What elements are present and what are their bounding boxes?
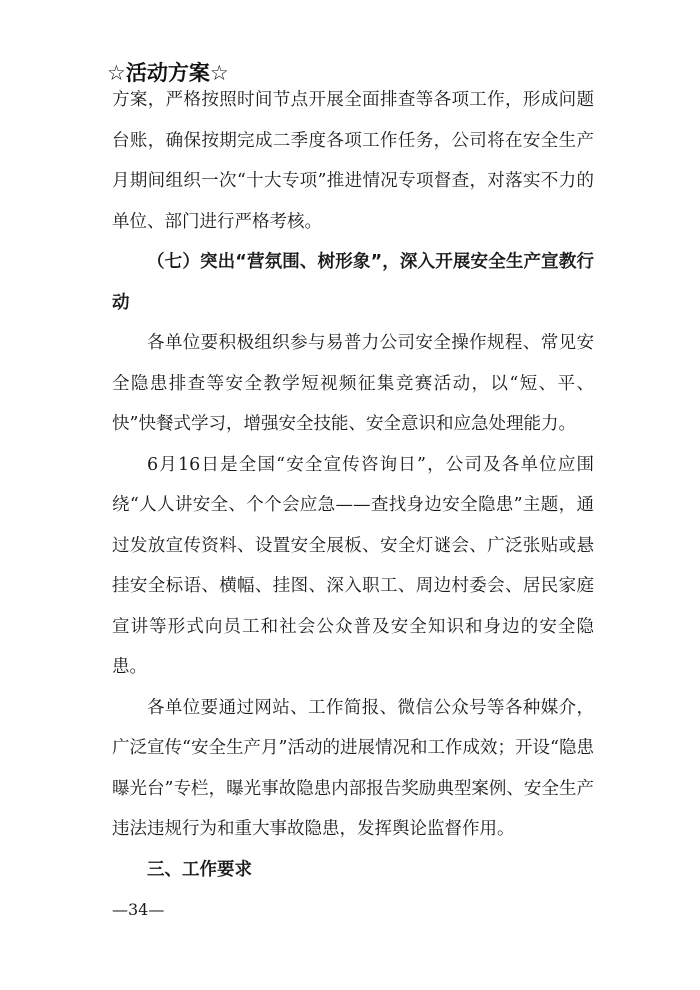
document-body xyxy=(112,80,594,890)
section-heading-requirements: 三、工作要求 xyxy=(147,859,252,880)
paragraph-continuation: 方案，严格按照时间节点开展全面排查等各项工作，形成问题台账，确保按期完成二季度各项工作任务，公司将在安全生产月期间组织一次“十大专项”推进情况专项督查，对落实不力的单位、部门进行严格考核。 xyxy=(112,90,594,232)
paragraph-video-contest: 各单位要积极组织参与易普力公司安全操作规程、常见安全隐患排查等安全教学短视频征集竞赛活动，以“短、平、快”快餐式学习，增强安全技能、安全意识和应急处理能力。 xyxy=(112,333,594,434)
paragraph-media-publicity: 各单位要通过网站、工作简报、微信公众号等各种媒介，广泛宣传“安全生产月”活动的进展情况和工作成效；开设“隐患曝光台”专栏，曝光事故隐患内部报告奖励典型案例、安全生产违法违规行为和重大事故隐患，发挥舆论监督作用。 xyxy=(112,697,594,839)
page-number: —34— xyxy=(112,900,165,919)
section-heading-seven: （七）突出“营氛围、树形象”，深入开展安全生产宣教行动 xyxy=(112,252,594,313)
page-header-title: ☆活动方案☆ xyxy=(107,61,229,85)
paragraph-safety-day: 6月16日是全国“安全宣传咨询日”，公司及各单位应围绕“人人讲安全、个个会应急——查找身边安全隐患”主题，通过发放宣传资料、设置安全展板、安全灯谜会、广泛张贴或悬挂安全标语、横幅、挂图、深入职工、周边村委会、居民家庭宣讲等形式向员工和社会公众普及安全知识和身边的安全隐患。 xyxy=(112,454,594,677)
